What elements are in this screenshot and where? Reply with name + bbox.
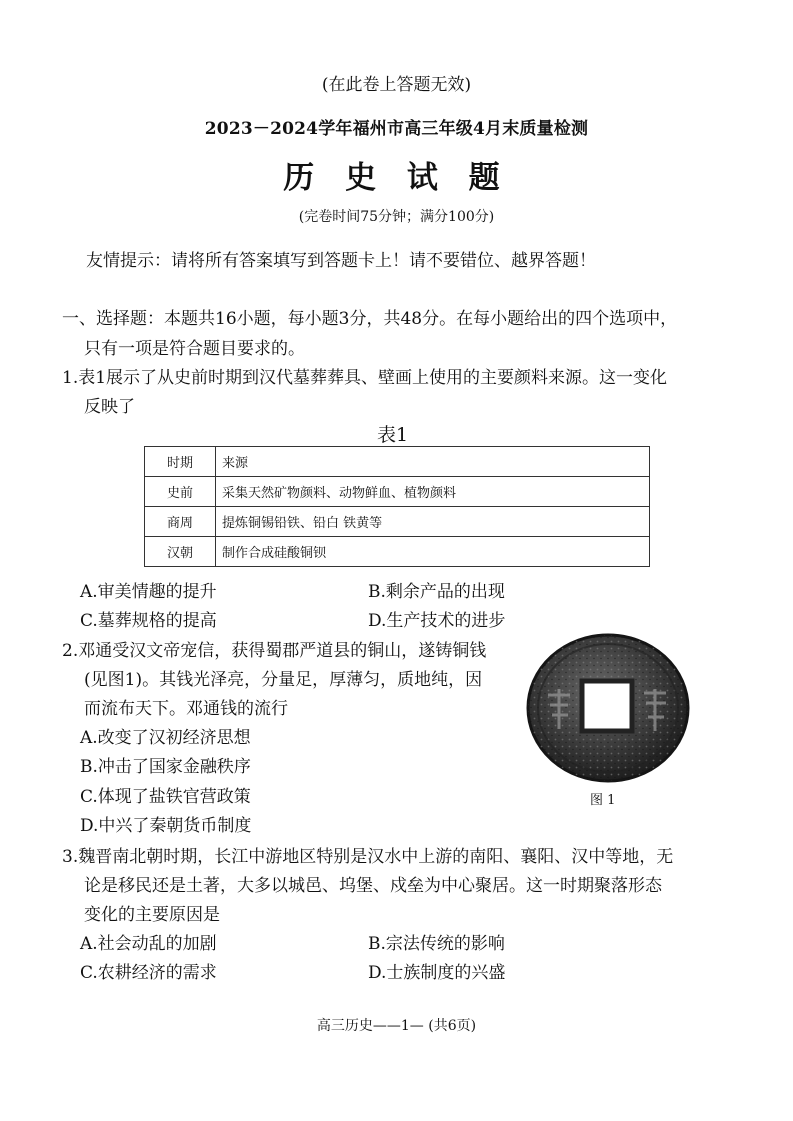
table-caption: 表1 — [377, 424, 409, 446]
figure-caption: 图 1 — [590, 793, 616, 808]
table-row — [145, 477, 650, 507]
section1-line1: 一、选择题：本题共16小题，每小题3分，共48分。在每小题给出的四个选项中， — [62, 309, 678, 329]
q1-line2: 反映了 — [84, 397, 135, 417]
q3-option-a: A.社会动乱的加剧 — [80, 934, 217, 954]
q2-option-a: A.改变了汉初经济思想 — [80, 728, 251, 748]
q3-option-c: C.农耕经济的需求 — [80, 963, 217, 983]
table-cell-source: 提炼铜锡铅铁、铅白 铁黄等 — [216, 507, 650, 537]
q2-option-d: D.中兴了秦朝货币制度 — [80, 816, 252, 836]
q3-option-b: B.宗法传统的影响 — [368, 934, 505, 954]
table-row — [145, 537, 650, 567]
q1-option-b: B.剩余产品的出现 — [368, 582, 505, 602]
table-header-cell: 时期 — [145, 447, 216, 477]
table-cell-source: 制作合成硅酸铜钡 — [216, 537, 650, 567]
exam-title: 2023－2024学年福州市高三年级4月末质量检测 — [204, 119, 589, 139]
pigment-table — [144, 446, 650, 567]
coin-image — [526, 633, 690, 783]
page-footer: 高三历史——1— (共6页) — [316, 1018, 477, 1034]
section1-line2: 只有一项是符合题目要求的。 — [84, 339, 305, 359]
subject-title: 历 史 试 题 — [283, 160, 510, 196]
table-cell-source: 采集天然矿物颜料、动物鲜血、植物颜料 — [216, 477, 650, 507]
table-header-cell: 来源 — [216, 447, 650, 477]
q3-line2: 论是移民还是土著，大多以城邑、坞堡、戍垒为中心聚居。这一时期聚落形态 — [84, 876, 662, 896]
q2-line1: 2.邓通受汉文帝宠信，获得蜀郡严道县的铜山，遂铸铜钱 — [62, 641, 487, 661]
q3-option-d: D.士族制度的兴盛 — [368, 963, 506, 983]
table-cell-period: 商周 — [145, 507, 216, 537]
q1-line1: 1.表1展示了从史前时期到汉代墓葬葬具、壁画上使用的主要颜料来源。这一变化 — [62, 368, 668, 388]
q3-line3: 变化的主要原因是 — [84, 905, 220, 925]
q2-line2: (见图1)。其钱光泽亮，分量足，厚薄匀，质地纯，因 — [84, 670, 483, 690]
q1-option-a: A.审美情趣的提升 — [80, 582, 217, 602]
q2-option-b: B.冲击了国家金融秩序 — [80, 757, 251, 777]
friendly-tip: 友情提示：请将所有答案填写到答题卡上！请不要错位、越界答题！ — [86, 251, 596, 271]
q2-line3: 而流布天下。邓通钱的流行 — [84, 699, 288, 719]
q3-line1: 3.魏晋南北朝时期，长江中游地区特别是汉水中上游的南阳、襄阳、汉中等地，无 — [62, 847, 674, 867]
table-header-row — [145, 447, 650, 477]
table-row — [145, 507, 650, 537]
q2-option-c: C.体现了盐铁官营政策 — [80, 787, 251, 807]
table-cell-period: 史前 — [145, 477, 216, 507]
table-cell-period: 汉朝 — [145, 537, 216, 567]
time-note: (完卷时间75分钟；满分100分) — [298, 209, 495, 225]
q1-option-d: D.生产技术的进步 — [368, 611, 506, 631]
q1-option-c: C.墓葬规格的提高 — [80, 611, 217, 631]
invalid-note: (在此卷上答题无效) — [321, 75, 472, 95]
